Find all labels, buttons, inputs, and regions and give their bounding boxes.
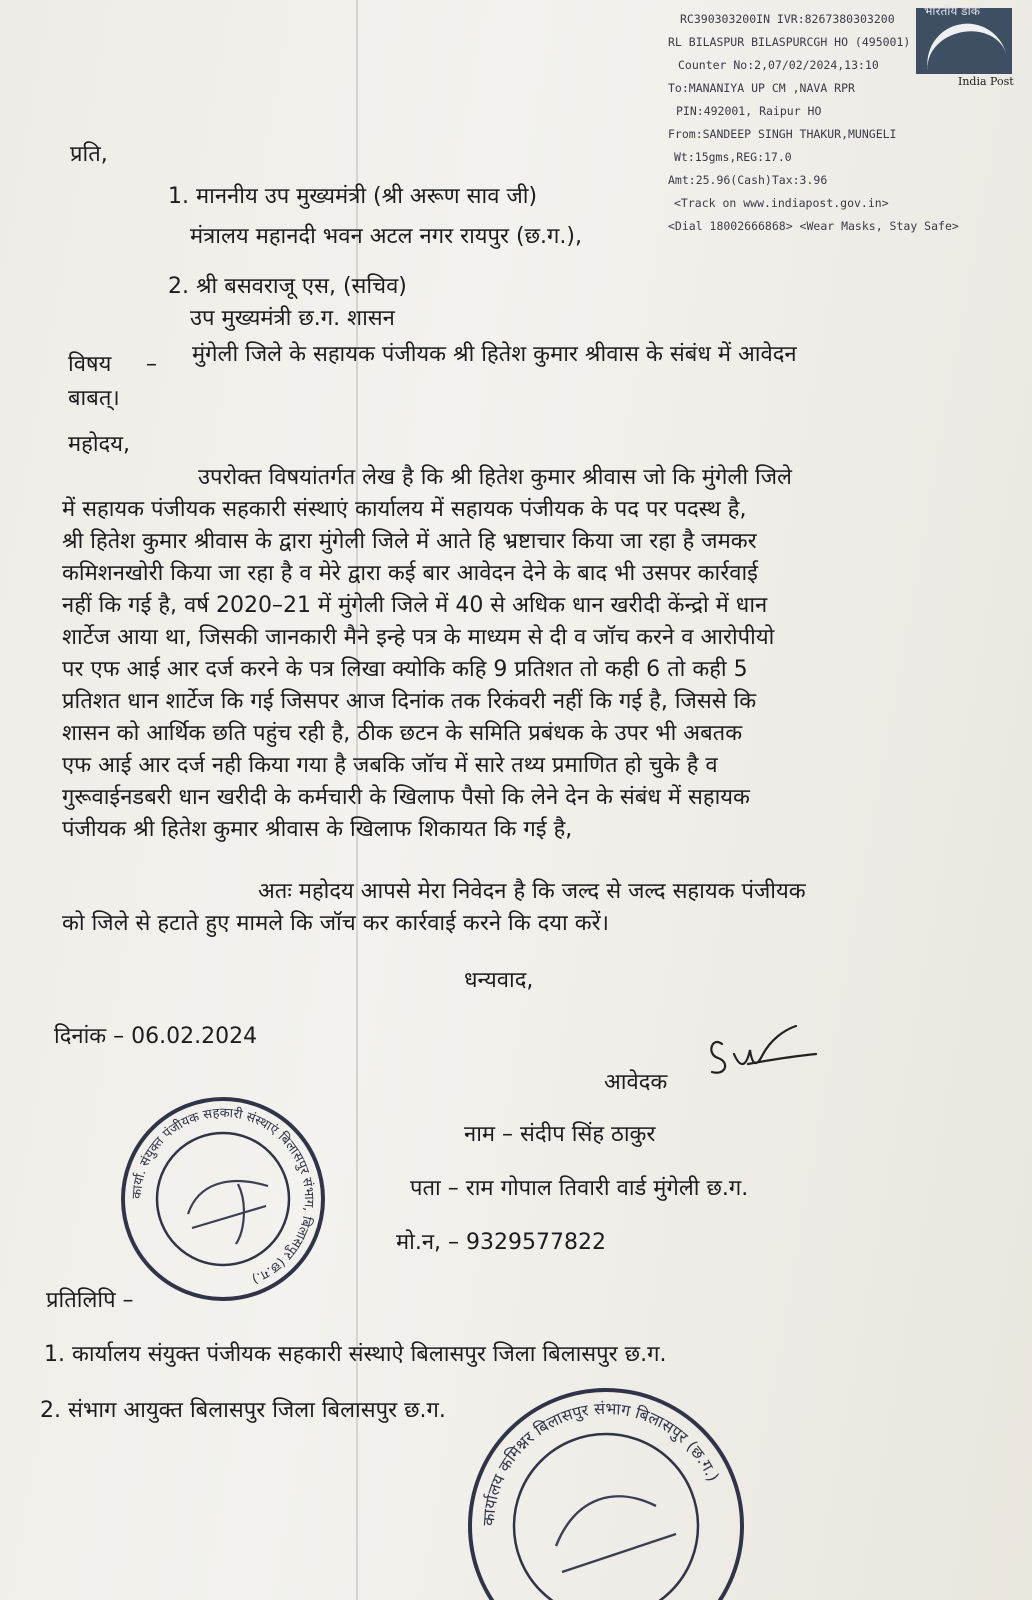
request-paragraph <box>62 876 930 940</box>
body-line: प्रतिशत धान शार्टेज कि गई जिसपर आज दिनांक तक रिकंवरी नहीं कि गई है, जिससे कि <box>62 689 757 714</box>
receipt-line: <Dial 18002666868> <Wear Masks, Stay Safe> <box>668 219 959 233</box>
receipt-line: Amt:25.96(Cash)Tax:3.96 <box>668 173 828 187</box>
body-paragraph <box>62 462 930 846</box>
applicant-mobile: मो.न, – 9329577822 <box>396 1230 607 1255</box>
request-line: अतः महोदय आपसे मेरा निवेदन है कि जल्द से जल्द सहायक पंजीयक <box>258 879 806 904</box>
receipt-line: <Track on www.indiapost.gov.in> <box>674 196 889 210</box>
applicant-address: पता – राम गोपाल तिवारी वार्ड मुंगेली छ.ग. <box>410 1176 749 1201</box>
body-line: शार्टेज आया था, जिसकी जानकारी मैने इन्हे पत्र के माध्यम से दी व जॉच करने व आरोपीयो <box>62 625 775 650</box>
request-line: को जिले से हटाते हुए मामले कि जॉच कर कार्रवाई करने कि दया करें। <box>62 911 609 936</box>
receipt-line: Counter No:2,07/02/2024,13:10 <box>678 58 879 72</box>
recipient-1-address: मंत्रालय महानदी भवन अटल नगर रायपुर (छ.ग.), <box>190 224 582 249</box>
recipient-2-title: 2. श्री बसवराजू एस, (सचिव) <box>168 274 407 299</box>
prati-label: प्रति, <box>70 142 108 167</box>
recipient-1-title: 1. माननीय उप मुख्यमंत्री (श्री अरूण साव जी) <box>168 184 538 209</box>
salutation: महोदय, <box>68 432 130 457</box>
subject-dash: – <box>146 352 157 377</box>
receipt-line: RL BILASPUR BILASPURCGH HO (495001) <box>668 35 911 49</box>
recipient-2-office: उप मुख्यमंत्री छ.ग. शासन <box>190 306 395 331</box>
joint-registrar-seal <box>118 1094 328 1304</box>
body-line: पर एफ आई आर दर्ज करने के पत्र लिखा क्योकि कहि 9 प्रतिशत तो कही 6 तो कही 5 <box>62 657 748 682</box>
signature-scribble <box>700 1020 820 1084</box>
receipt-line: Wt:15gms,REG:17.0 <box>674 150 792 164</box>
body-line: में सहायक पंजीयक सहकारी संस्थाएं कार्यालय में सहायक पंजीयक के पद पर पदस्थ है, <box>62 497 747 522</box>
postal-receipt <box>668 8 959 238</box>
subject-continuation: बाबत्। <box>68 386 120 411</box>
receipt-line: From:SANDEEP SINGH THAKUR,MUNGELI <box>668 127 897 141</box>
subject-text: मुंगेली जिले के सहायक पंजीयक श्री हितेश कुमार श्रीवास के संबंध में आवेदन <box>192 342 797 367</box>
body-line: एफ आई आर दर्ज नही किया गया है जबकि जॉच में सारे तथ्य प्रमाणित हो चुके है व <box>62 753 718 778</box>
receipt-line: RC390303200IN IVR:8267380303200 <box>680 12 895 26</box>
india-post-caption: India Post <box>958 75 1014 88</box>
copy-item-1: 1. कार्यालय संयुक्त पंजीयक सहकारी संस्थाऐ बिलासपुर जिला बिलासपुर छ.ग. <box>44 1342 667 1367</box>
india-post-logo-header: भारतीय डाक <box>924 4 980 18</box>
body-line: कमिशनखोरी किया जा रहा है व मेरे द्वारा कई बार आवेदन देने के बाद भी उसपर कार्रवाई <box>62 561 758 586</box>
body-line: गुरूवाईनडबरी धान खरीदी के कर्मचारी के खिलाफ पैसो कि लेने देन के संबंध में सहायक <box>62 785 750 810</box>
commissioner-seal <box>466 1376 746 1600</box>
body-line: नहीं कि गई है, वर्ष 2020–21 में मुंगेली जिले में 40 से अधिक धान खरीदी केंन्द्रो में धान <box>62 593 768 618</box>
letter-date: दिनांक – 06.02.2024 <box>54 1024 258 1049</box>
thanks: धन्यवाद, <box>464 968 534 993</box>
applicant-name: नाम – संदीप सिंह ठाकुर <box>464 1122 656 1147</box>
body-line: शासन को आर्थिक छति पहुंच रही है, ठीक छटन के समिति प्रबंधक के उपर भी अबतक <box>62 721 743 746</box>
seal2-ring-text: कार्यालय कमिश्नर बिलासपुर संभाग बिलासपुर (छ.ग.) <box>478 1398 723 1527</box>
body-line: उपरोक्त विषयांतर्गत लेख है कि श्री हितेश कुमार श्रीवास जो कि मुंगेली जिले <box>198 465 792 490</box>
copy-label: प्रतिलिपि – <box>46 1288 134 1313</box>
applicant-label: आवेदक <box>604 1070 668 1095</box>
receipt-line: PIN:492001, Raipur HO <box>676 104 822 118</box>
receipt-line: To:MANANIYA UP CM ,NAVA RPR <box>668 81 855 95</box>
copy-item-2: 2. संभाग आयुक्त बिलासपुर जिला बिलासपुर छ.ग. <box>40 1398 446 1423</box>
subject-label: विषय <box>68 352 112 377</box>
seal1-ring-text: कार्या. संयुक्त पंजीयक सहकारी संस्थाएं बिलासपुर संभाग, बिलासपुर (छ.ग.) <box>129 1105 317 1287</box>
body-line: पंजीयक श्री हितेश कुमार श्रीवास के खिलाफ शिकायत कि गई है, <box>62 817 573 842</box>
body-line: श्री हितेश कुमार श्रीवास के द्वारा मुंगेली जिले में आते हि भ्रष्टाचार किया जा रहा है जमकर <box>62 529 757 554</box>
